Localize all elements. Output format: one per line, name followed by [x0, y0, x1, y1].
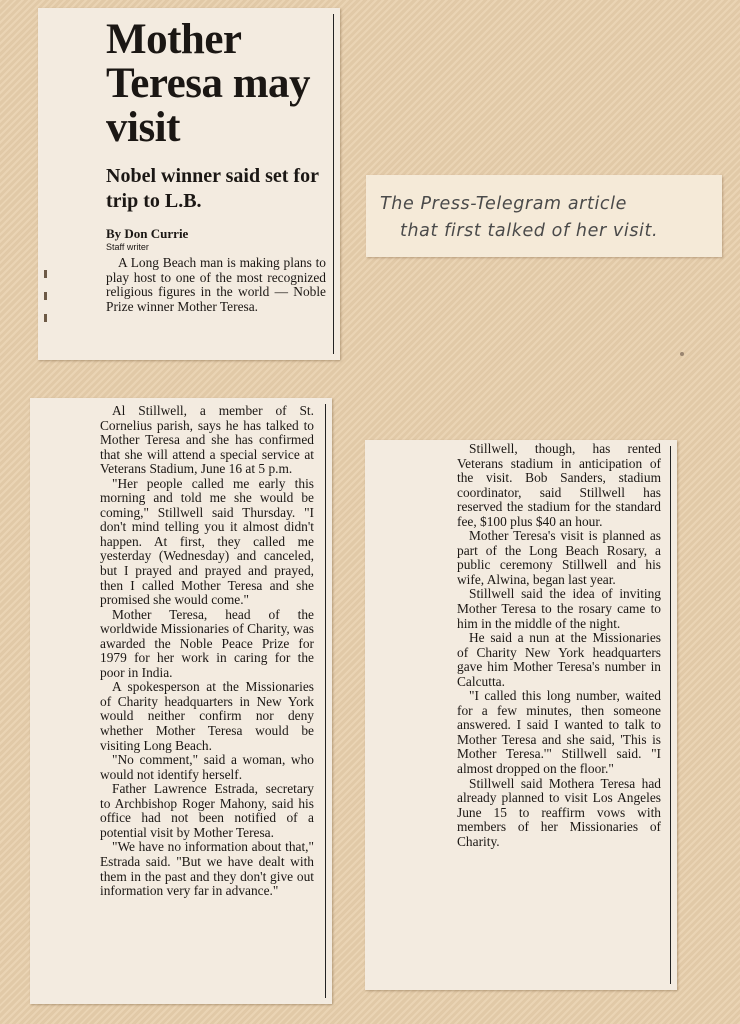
column-rule	[333, 14, 334, 354]
paragraph: Mother Teresa, head of the worldwide Missionaries of Charity, was awarded the Noble Peace Prize for 1979 for her work in caring for the poor in India.	[100, 606, 314, 680]
paragraph: "I called this long number, waited for a few minutes, then someone answered. I said I wanted to talk to Mother Teresa and she said, 'This is Mother Teresa.'" Stillwell said. "I almost dropped on the floor."	[457, 688, 661, 777]
paper-speck	[680, 352, 684, 356]
paragraph: "We have no information about that," Estrada said. "But we have dealt with them in the past and they don't give out information very far in advance."	[100, 839, 314, 899]
paragraph: Stillwell said Mothera Teresa had already planned to visit Los Angeles June 15 to reaffirm vows with members of her Missionaries of Charity.	[457, 775, 661, 849]
byline-role: Staff writer	[106, 242, 149, 252]
article-column-1	[30, 398, 332, 1004]
article-lead: A Long Beach man is making plans to play host to one of the most recognized religious figures in the world — Noble Prize winner Mother Teresa.	[106, 255, 326, 314]
paragraph: "No comment," said a woman, who would not identify herself.	[100, 752, 314, 782]
article-headline: Mother Teresa may visit	[106, 16, 311, 151]
paragraph: He said a nun at the Missionaries of Charity New York headquarters gave him Mother Teresa's number in Calcutta.	[457, 630, 661, 689]
article-column-2	[365, 440, 677, 990]
scrapbook-marks	[44, 270, 47, 336]
note-line-2: that first talked of her visit.	[400, 221, 659, 241]
note-text	[380, 191, 708, 245]
paragraph: Stillwell said the idea of inviting Mother Teresa to the rosary came to him in the middle of the night.	[457, 586, 661, 631]
paragraph: Father Lawrence Estrada, secretary to Archbishop Roger Mahony, said his office had not been notified of a potential visit by Mother Teresa.	[100, 781, 314, 840]
article-subhead: Nobel winner said set for trip to L.B.	[106, 165, 319, 212]
article-byline: By Don Currie	[106, 226, 189, 241]
column-rule	[670, 446, 671, 984]
paragraph: Stillwell, though, has rented Veterans stadium in anticipation of the visit. Bob Sanders, stadium coordinator, said Stillwell has reserved the stadium for the standard fee, $100 plus $40 an hour.	[457, 441, 661, 529]
paragraph: Al Stillwell, a member of St. Cornelius parish, says he has talked to Mother Teresa and she has confirmed that she will attend a special service at Veterans Stadium, June 16 at 5 p.m.	[100, 403, 314, 477]
handwritten-note	[366, 175, 722, 257]
paragraph: "Her people called me early this morning and told me she would be coming," Stillwell said Thursday. "I don't mind telling you it almost didn't happen. At first, they called me yesterday (Wednesday) and canceled, but I prayed and prayed and prayed, then I called Mother Teresa and she promised she would come."	[100, 475, 314, 608]
headline-clipping	[38, 8, 340, 360]
column-rule	[325, 404, 326, 998]
note-line-1: The Press-Telegram article	[380, 194, 627, 214]
paragraph: Mother Teresa's visit is planned as part of the Long Beach Rosary, a public ceremony Stillwell and his wife, Alwina, began last year.	[457, 528, 661, 587]
paragraph: A spokesperson at the Missionaries of Charity headquarters in New York would neither confirm nor deny whether Mother Teresa would be visiting Long Beach.	[100, 679, 314, 753]
